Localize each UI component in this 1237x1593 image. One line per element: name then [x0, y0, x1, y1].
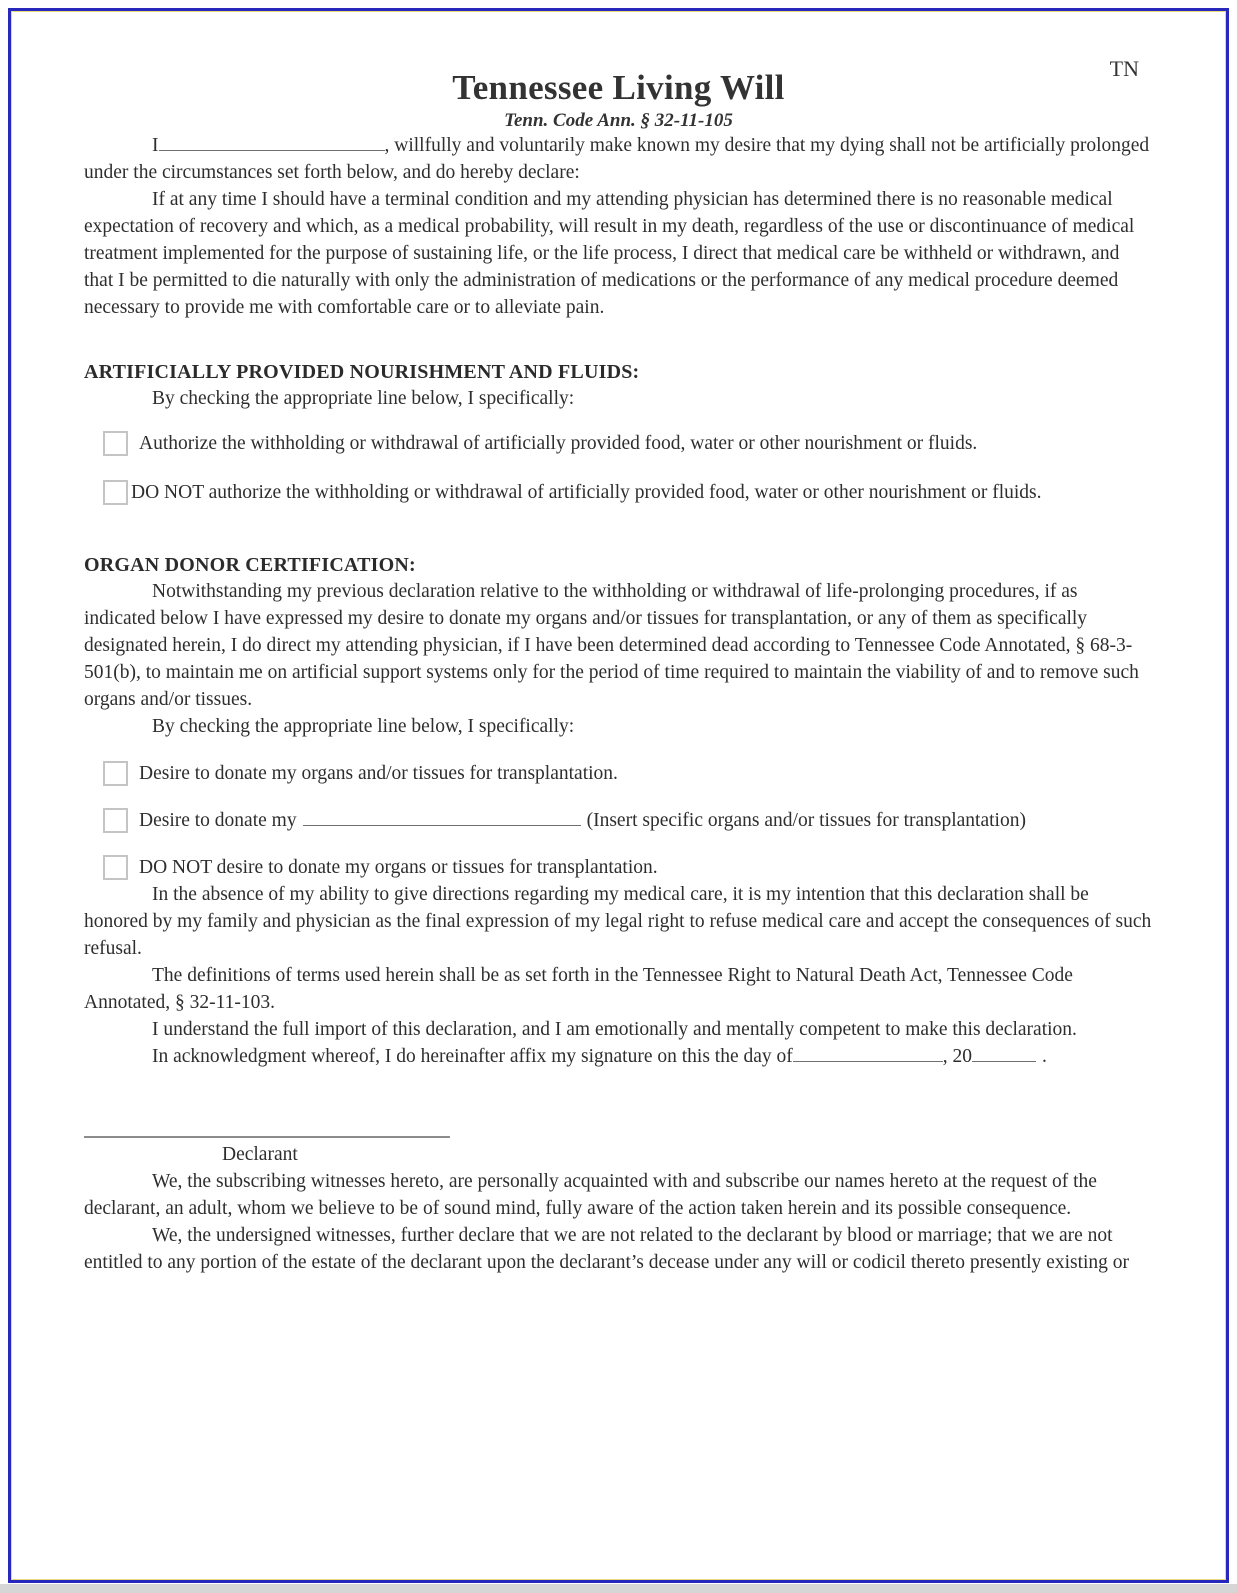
option-label: DO NOT authorize the withholding or withdrawal of artificially provided food, water or other nourishment or fluids. — [131, 482, 1042, 503]
option-label: Desire to donate my organs and/or tissues for transplantation. — [139, 763, 618, 784]
document-page — [12, 12, 1225, 1579]
intro-paragraph — [84, 132, 1153, 186]
page-subtitle: Tenn. Code Ann. § 32-11-105 — [504, 110, 733, 131]
witnesses-paragraph-2: We, the undersigned witnesses, further declare that we are not related to the declarant by blood or marriage; that we are not entitled to any portion of the estate of the declarant upon the declarant’s decease under any will or codicil thereto presently existing or — [84, 1225, 1130, 1273]
document-inner-border — [11, 11, 1226, 1580]
terminal-condition-paragraph: If at any time I should have a terminal condition and my attending physician has determined there is no reasonable medical expectation of recovery and which, as a medical probability, will result in my death, regardless of the use or discontinuance of medical treatment implemented for the purpose of sustaining life, or the life process, I direct that medical care be withheld or withdrawn, and that I be permitted to die naturally with only the administration of medications or the performance of any medical procedure deemed necessary to provide me with comfortable care or to alleviate pain. — [84, 189, 1135, 318]
organ-option-do-not-donate — [103, 854, 1153, 881]
option-label: Authorize the withholding or withdrawal of artificially provided food, water or other nourishment or fluids. — [139, 433, 978, 454]
nourishment-option-do-not-authorize — [103, 479, 1153, 506]
document-border — [8, 8, 1229, 1583]
option-label — [139, 807, 1026, 834]
nourishment-section-heading: ARTIFICIALLY PROVIDED NOURISHMENT AND FLUIDS: — [84, 361, 640, 383]
nourishment-option-authorize — [103, 430, 1153, 457]
donate-specific-checkbox[interactable] — [103, 808, 128, 833]
option-label-pre: Desire to donate my — [139, 810, 297, 831]
organ-donor-section-heading: ORGAN DONOR CERTIFICATION: — [84, 554, 416, 576]
absence-paragraph: In the absence of my ability to give directions regarding my medical care, it is my intention that this declaration shall be honored by my family and physician as the final expression of my legal right to refuse medical care and accept the consequences of such refusal. — [84, 884, 1152, 959]
competence-paragraph: I understand the full import of this declaration, and I am emotionally and mentally competent to make this declaration. — [152, 1019, 1077, 1040]
donate-organs-checkbox[interactable] — [103, 761, 128, 786]
declarant-label: Declarant — [222, 1144, 298, 1165]
acknowledgment-mid-text: , 20 — [942, 1046, 973, 1067]
organ-option-donate-all — [103, 760, 1153, 787]
organ-donor-paragraph: Notwithstanding my previous declaration relative to the withholding or withdrawal of life-prolonging procedures, if as indicated below I have expressed my desire to donate my organs and/or tissues for transplantation, or any of them as specifically designated herein, I do direct my attending physician, if I have been determined dead according to Tennessee Code Annotated, § 68-3-501(b), to maintain me on artificial support systems only for the period of time required to maintain the viability of and to remove such organs and/or tissues. — [84, 581, 1139, 710]
option-label: DO NOT desire to donate my organs or tissues for transplantation. — [139, 857, 658, 878]
organ-donor-instruction: By checking the appropriate line below, I specifically: — [152, 716, 575, 737]
do-not-donate-checkbox[interactable] — [103, 855, 128, 880]
option-label-post: (Insert specific organs and/or tissues for transplantation) — [586, 810, 1026, 831]
document-header — [84, 68, 1153, 132]
year-blank[interactable] — [972, 1048, 1036, 1062]
organ-option-donate-specific — [103, 807, 1153, 834]
declarant-signature-line[interactable] — [84, 1136, 450, 1138]
specific-organs-blank[interactable] — [303, 812, 581, 826]
intro-post-text: , willfully and voluntarily make known my desire that my dying shall not be artificially prolonged under the circumstances set forth below, and do hereby declare: — [84, 135, 1150, 183]
nourishment-instruction: By checking the appropriate line below, I specifically: — [152, 388, 575, 409]
acknowledgment-end-text: . — [1042, 1046, 1047, 1067]
acknowledgment-paragraph — [84, 1043, 1153, 1070]
acknowledgment-pre-text: In acknowledgment whereof, I do hereinafter affix my signature on this the day of — [152, 1046, 793, 1067]
intro-pre-text: I — [152, 135, 159, 156]
scan-edge-shadow — [0, 1584, 1237, 1593]
state-tag: TN — [1109, 56, 1139, 81]
definitions-paragraph: The definitions of terms used herein shall be as set forth in the Tennessee Right to Natural Death Act, Tennessee Code Annotated, § 32-11-103. — [84, 965, 1073, 1013]
page-title: Tennessee Living Will — [452, 68, 785, 107]
witnesses-paragraph-1: We, the subscribing witnesses hereto, are personally acquainted with and subscribe our names hereto at the request of the declarant, an adult, whom we believe to be of sound mind, fully aware of the action taken herein and its possible consequence. — [84, 1171, 1097, 1219]
day-blank[interactable] — [793, 1048, 943, 1062]
authorize-checkbox[interactable] — [103, 431, 128, 456]
declarant-name-blank[interactable] — [159, 137, 385, 151]
do-not-authorize-checkbox[interactable] — [103, 480, 128, 505]
